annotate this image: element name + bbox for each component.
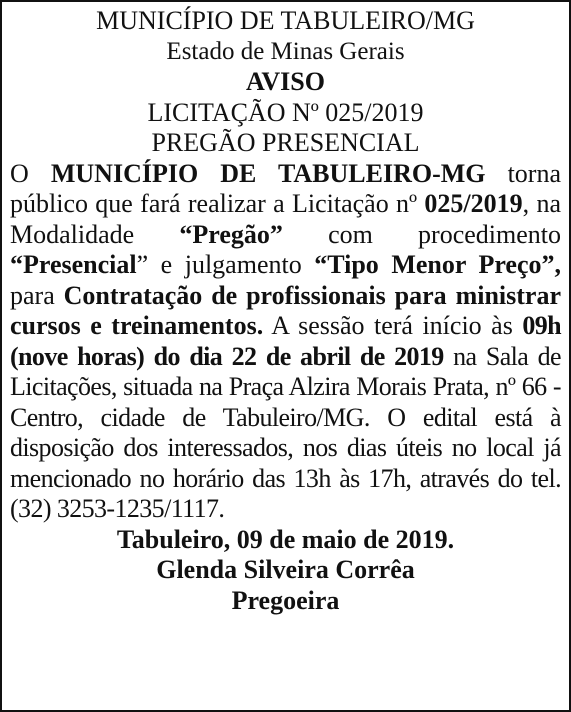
notice-header xyxy=(10,6,561,159)
body-session-datetime: 09h (nove horas) do dia 22 de abril de 2019 xyxy=(10,311,561,371)
bid-modality: PREGÃO PRESENCIAL xyxy=(151,128,420,157)
bid-number: LICITAÇÃO Nº 025/2019 xyxy=(147,97,424,127)
body-text: , na Modalidade xyxy=(10,189,561,249)
signer-role: Pregoeira xyxy=(231,585,340,615)
place-date: Tabuleiro, 09 de maio de 2019. xyxy=(116,524,455,554)
signature-block xyxy=(10,525,561,617)
body-judgment-type: “Tipo Menor Preço”, xyxy=(314,250,561,279)
body-bid-number: 025/2019 xyxy=(424,189,523,218)
body-text: na Sala de Licitações, situada na Praça Alzira Morais Prata, nº 66 - Centro, cidade de Tabuleiro/MG. O edital está à disposição dos interessados, nos dias úteis no local já mencionado no horário das 13h às 17h, através do tel. (32) 3253-1235/1117. xyxy=(10,341,561,523)
municipality-title: MUNICÍPIO DE TABULEIRO/MG xyxy=(96,6,475,35)
body-text: para xyxy=(10,280,64,310)
body-text: A sessão terá início às xyxy=(263,311,523,340)
signer-name: Glenda Silveira Corrêa xyxy=(156,555,415,584)
notice-type: AVISO xyxy=(245,67,325,96)
notice-body xyxy=(10,159,561,525)
body-text: torna público que fará realizar a Licitação nº xyxy=(10,158,562,218)
body-object: Contratação de profissionais para ministrar cursos e treinamentos. xyxy=(10,280,561,340)
body-text: O xyxy=(10,158,51,188)
body-text: com procedimento xyxy=(282,219,561,249)
body-municipality: MUNICÍPIO DE TABULEIRO-MG xyxy=(50,158,486,188)
body-text: ” e julgamento xyxy=(136,250,315,279)
body-procedure: “Presencial xyxy=(10,250,137,279)
body-modality: “Pregão” xyxy=(179,219,283,249)
state-subtitle: Estado de Minas Gerais xyxy=(166,37,405,65)
